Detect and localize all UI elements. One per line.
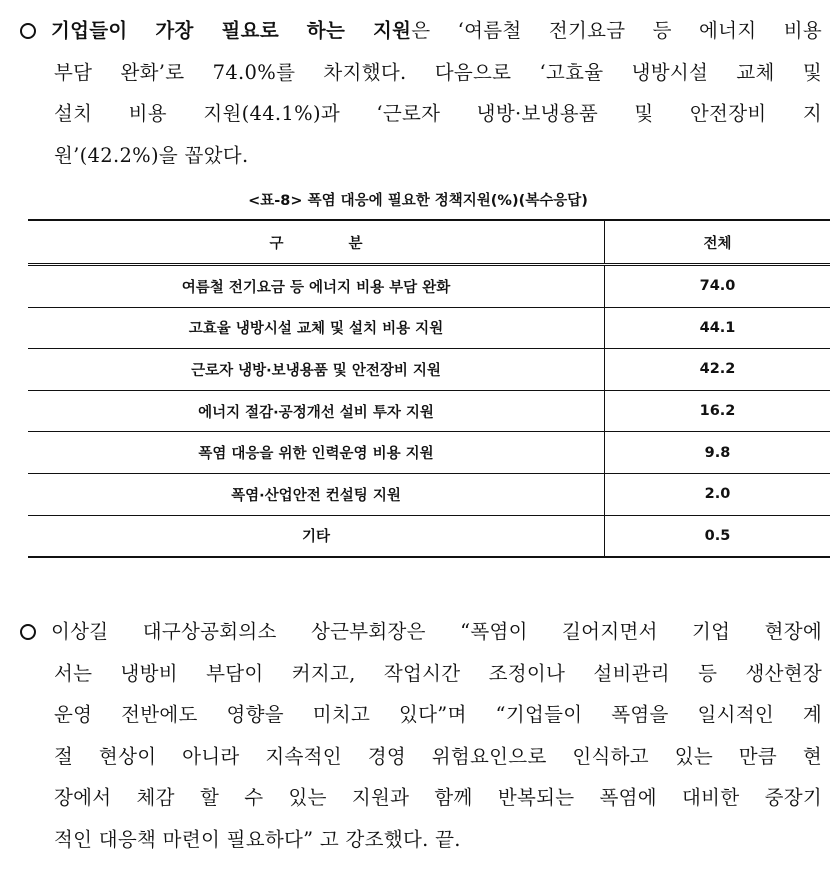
paragraph-line-text: [51, 10, 822, 52]
header-total: 전체: [605, 220, 831, 265]
row-value: 0.5: [605, 515, 831, 557]
lead-rest-text: 은 ‘여름철 전기요금 등 에너지 비용: [411, 19, 822, 42]
row-label: 에너지 절감·공정개선 설비 투자 지원: [28, 390, 605, 432]
table-row: [28, 432, 830, 474]
table-header-row: [28, 220, 830, 265]
row-label: 근로자 냉방·보냉용품 및 안전장비 지원: [28, 349, 605, 391]
row-label: 고효율 냉방시설 교체 및 설치 비용 지원: [28, 307, 605, 349]
row-value: 42.2: [605, 349, 831, 391]
paragraph-line: 원’(42.2%)을 꼽았다.: [54, 143, 249, 167]
table-row: [28, 307, 830, 349]
paragraph-line: 운영 전반에도 영향을 미치고 있다”며 “기업들이 폭염을 일시적인 계: [54, 703, 822, 726]
paragraph-line: 부담 완화’로 74.0%를 차지했다. 다음으로 ‘고효율 냉방시설 교체 및: [54, 60, 822, 84]
row-value: 74.0: [605, 265, 831, 308]
paragraph-policy-needs: [16, 10, 822, 176]
table-row: [28, 265, 830, 308]
paragraph-line: 설치 비용 지원(44.1%)과 ‘근로자 냉방·보냉용품 및 안전장비 지: [54, 102, 822, 125]
circle-bullet-icon: [20, 624, 36, 640]
paragraph-vice-chairman-quote: [16, 611, 822, 860]
paragraph-line: 장에서 체감 할 수 있는 지원과 함께 반복되는 폭염에 대비한 중장기: [54, 786, 822, 809]
paragraph-line: [16, 10, 822, 52]
header-category: 구 분: [28, 220, 605, 265]
table-row: [28, 390, 830, 432]
table-row: [28, 349, 830, 391]
row-value: 16.2: [605, 390, 831, 432]
row-value: 44.1: [605, 307, 831, 349]
table-row: [28, 515, 830, 557]
circle-bullet-icon: [20, 23, 36, 39]
row-label: 여름철 전기요금 등 에너지 비용 부담 완화: [28, 265, 605, 308]
table-caption: <표-8> 폭염 대응에 필요한 정책지원(%)(복수응답): [248, 193, 588, 209]
table-row: [28, 473, 830, 515]
row-label: 기타: [28, 515, 605, 557]
paragraph-line: 적인 대응책 마련이 필요하다” 고 강조했다. 끝.: [54, 827, 461, 851]
row-value: 2.0: [605, 473, 831, 515]
row-label: 폭염 대응을 위한 인력운영 비용 지원: [28, 432, 605, 474]
row-value: 9.8: [605, 432, 831, 474]
row-label: 폭염·산업안전 컨설팅 지원: [28, 473, 605, 515]
paragraph-line-text: 이상길 대구상공회의소 상근부회장은 “폭염이 길어지면서 기업 현장에: [51, 620, 822, 643]
policy-support-table: [28, 219, 830, 558]
paragraph-line: 서는 냉방비 부담이 커지고, 작업시간 조정이나 설비관리 등 생산현장: [54, 661, 822, 685]
paragraph-line: [16, 611, 822, 653]
bold-lead-text: 기업들이 가장 필요로 하는 지원: [51, 19, 412, 42]
paragraph-line: 절 현상이 아니라 지속적인 경영 위험요인으로 인식하고 있는 만큼 현: [54, 744, 822, 768]
